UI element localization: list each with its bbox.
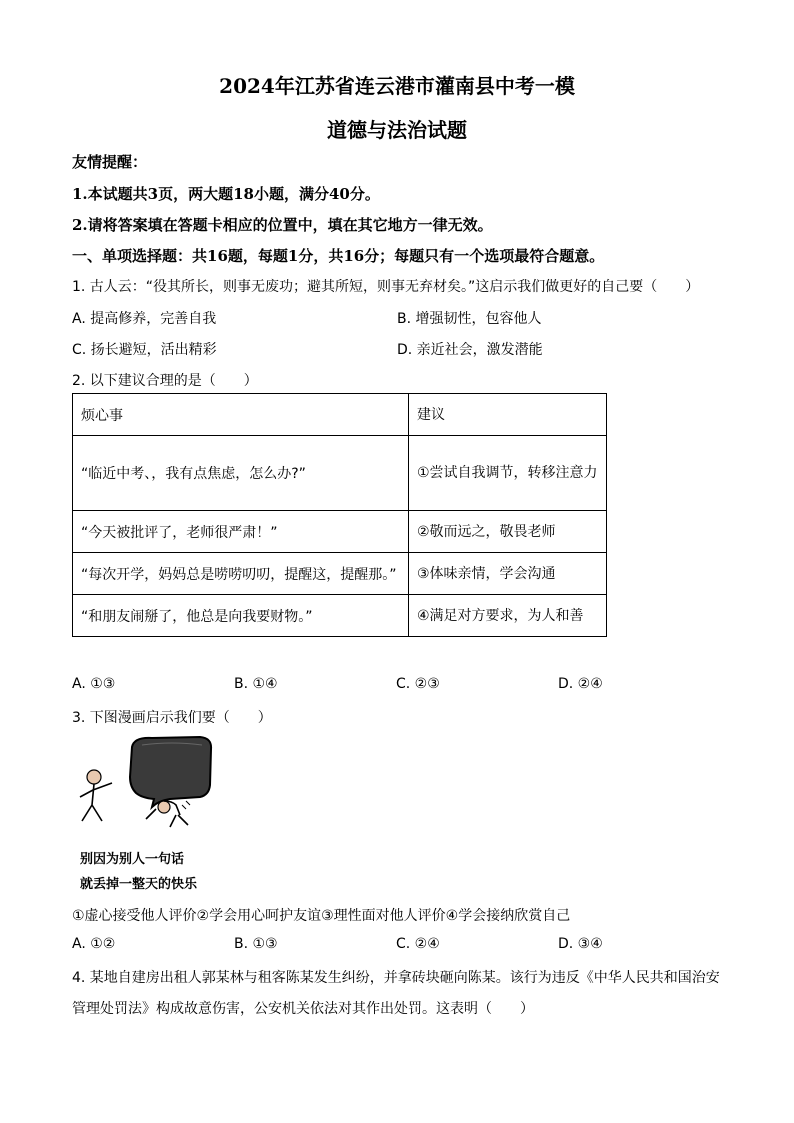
question-stem: 1. 古人云：“役其所长，则事无废功；避其所短，则事无弃材矣。”这启示我们做更好的自己要（ ） (72, 279, 700, 295)
question-stem: 2. 以下建议合理的是（ ） (72, 373, 258, 389)
table-cell: ④满足对方要求，为人和善 (409, 595, 607, 637)
table-header-row (73, 394, 607, 436)
option: D. ②④ (558, 676, 603, 692)
option: C. ②③ (396, 676, 440, 692)
section-heading: 一、单项选择题：共16题，每题1分，共16分；每题只有一个选项最符合题意。 (72, 247, 605, 265)
question-stem: 3. 下图漫画启示我们要（ ） (72, 710, 272, 726)
question-choices: ①虚心接受他人评价②学会用心呵护友谊③理性面对他人评价④学会接纳欣赏自己 (72, 908, 571, 924)
table-cell: “和朋友闹掰了，他总是向我要财物。” (73, 595, 409, 637)
table-cell: “今天被批评了，老师很严肃！” (73, 511, 409, 553)
option: D. ③④ (558, 936, 603, 952)
table-row (73, 553, 607, 595)
notice-heading: 友情提醒： (72, 153, 148, 171)
page-title: 2024年江苏省连云港市灌南县中考一模 (219, 74, 575, 98)
table-cell: ②敬而远之，敬畏老师 (409, 511, 607, 553)
table-row (73, 595, 607, 637)
option: C. 扬长避短，活出精彩 (72, 342, 217, 358)
table-header: 建议 (409, 394, 607, 436)
option: D. 亲近社会，激发潜能 (397, 342, 543, 358)
option: B. 增强韧性，包容他人 (397, 311, 542, 327)
table-header: 烦心事 (73, 394, 409, 436)
cartoon-caption: 别因为别人一句话 (80, 852, 185, 867)
question-stem: 4. 某地自建房出租人郭某林与租客陈某发生纠纷，并拿砖块砸向陈某。该行为违反《中华人民共和国治安 (72, 970, 720, 986)
page-subtitle: 道德与法治试题 (327, 118, 467, 142)
cartoon-caption: 就丢掉一整天的快乐 (80, 877, 198, 892)
option: A. ①② (72, 936, 116, 952)
advice-table (72, 393, 607, 637)
option: A. 提高修养，完善自我 (72, 311, 217, 327)
notice-item: 1.本试题共3页，两大题18小题，满分40分。 (72, 185, 380, 203)
option: B. ①④ (234, 676, 278, 692)
table-cell: ①尝试自我调节，转移注意力 (409, 436, 607, 511)
question-stem: 管理处罚法》构成故意伤害，公安机关依法对其作出处罚。这表明（ ） (72, 1001, 534, 1017)
option: A. ①③ (72, 676, 116, 692)
cartoon-illustration (72, 735, 232, 830)
option: C. ②④ (396, 936, 440, 952)
table-row (73, 511, 607, 553)
table-cell: “临近中考、，我有点焦虑，怎么办?” (73, 436, 409, 511)
option: B. ①③ (234, 936, 278, 952)
notice-item: 2.请将答案填在答题卡相应的位置中，填在其它地方一律无效。 (72, 216, 493, 234)
table-cell: “每次开学，妈妈总是唠唠叨叨，提醒这，提醒那。” (73, 553, 409, 595)
table-cell: ③体味亲情，学会沟通 (409, 553, 607, 595)
table-row (73, 436, 607, 511)
